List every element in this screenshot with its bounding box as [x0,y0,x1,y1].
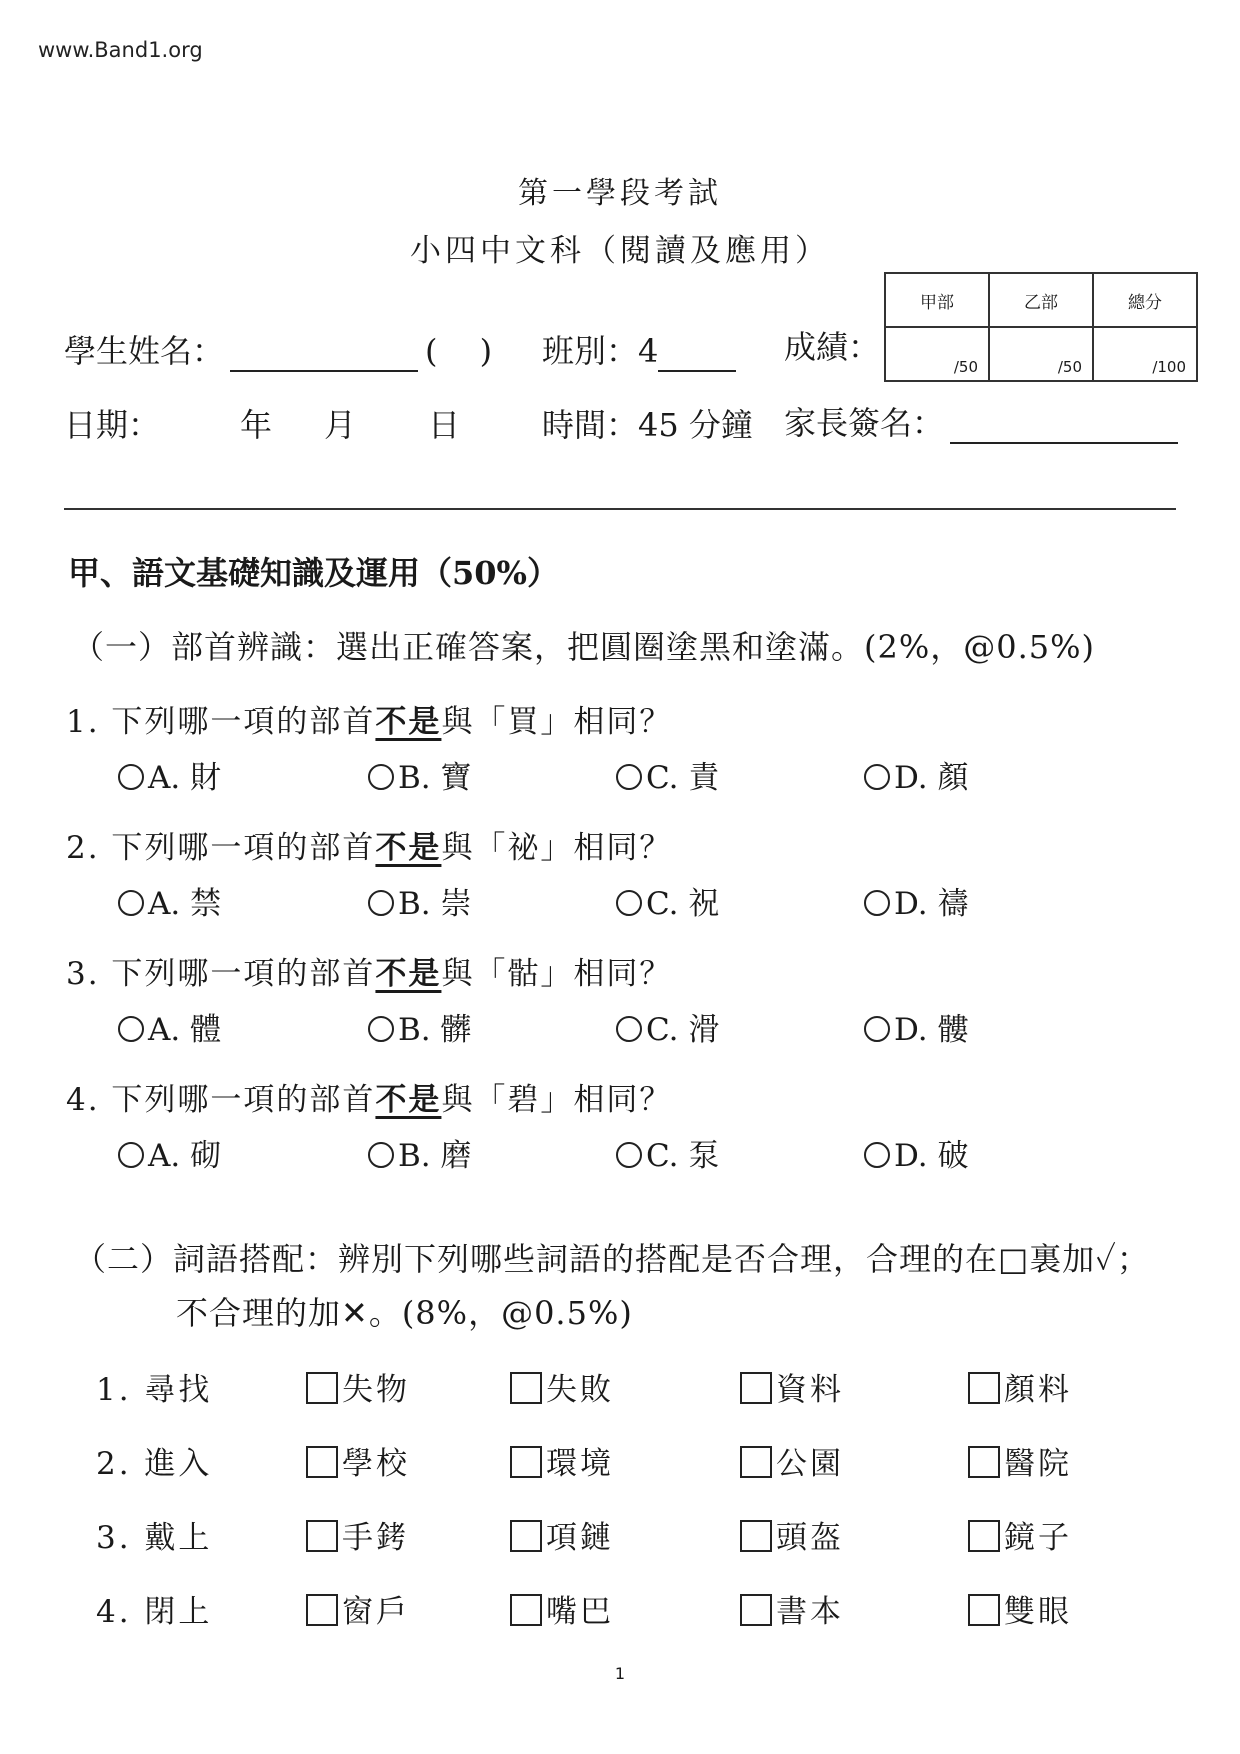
collocation-word: 醫院 [1004,1446,1072,1482]
collocation-item[interactable] [306,1586,410,1631]
q2-option-b[interactable] [368,878,472,923]
collocation-word: 項鏈 [546,1520,614,1556]
parent-signature-blank[interactable] [950,410,1178,444]
collocation-verb-4: 4. 閉上 [96,1594,213,1630]
question-2-prefix: 2. 下列哪一項的部首 [66,830,376,866]
question-3-suffix: 與「骷」相同？ [441,956,673,992]
q1-option-d[interactable] [864,752,968,797]
collocation-word: 手銬 [342,1520,410,1556]
option-label: B. 崇 [398,886,472,922]
checkbox-icon[interactable] [968,1520,1000,1552]
collocation-word: 頭盔 [776,1520,844,1556]
q4-option-d[interactable] [864,1130,968,1175]
option-label: D. 破 [894,1138,969,1174]
option-label: C. 泵 [646,1138,720,1174]
score-header-total: 總分 [1093,273,1197,327]
question-1-suffix: 與「買」相同？ [441,704,673,740]
collocation-word: 資料 [776,1372,844,1408]
option-label: A. 財 [148,760,222,796]
student-name-field [64,326,418,372]
q4-option-a[interactable] [118,1130,221,1175]
collocation-word: 顏料 [1004,1372,1072,1408]
option-label: D. 髏 [894,1012,969,1048]
q3-option-d[interactable] [864,1004,968,1049]
answer-circle-icon[interactable] [616,764,642,790]
q3-option-b[interactable] [368,1004,472,1049]
section-a-title: 甲、語文基礎知識及運用（50%） [68,554,559,592]
checkbox-icon[interactable] [740,1446,772,1478]
answer-circle-icon[interactable] [864,1142,890,1168]
page-number: 1 [614,1664,626,1683]
collocation-item[interactable] [510,1364,614,1409]
question-2-emphasis: 不是 [375,830,442,866]
option-label: B. 髒 [398,1012,472,1048]
site-url: www.Band1.org [38,38,203,62]
answer-circle-icon[interactable] [864,890,890,916]
score-table [884,272,1198,382]
class-number-paren: ( ) [425,332,493,370]
option-label: D. 顏 [894,760,969,796]
part2-instruction-line1: （二）詞語搭配：辨別下列哪些詞語的搭配是否合理，合理的在□裏加✓； [74,1240,1150,1278]
checkbox-icon[interactable] [740,1372,772,1404]
option-label: B. 磨 [398,1138,472,1174]
date-label: 日期： [64,406,161,444]
collocation-item[interactable] [306,1512,410,1557]
collocation-item[interactable] [968,1364,1072,1409]
question-4 [66,1074,672,1119]
collocation-item[interactable] [510,1586,614,1631]
q2-option-d[interactable] [864,878,968,923]
checkbox-icon[interactable] [306,1520,338,1552]
option-label: C. 滑 [646,1012,720,1048]
question-4-prefix: 4. 下列哪一項的部首 [66,1082,376,1118]
q2-option-a[interactable] [118,878,221,923]
checkbox-icon[interactable] [306,1372,338,1404]
question-2-suffix: 與「祕」相同？ [441,830,673,866]
q1-option-a[interactable] [118,752,221,797]
collocation-item[interactable] [740,1438,844,1483]
date-year: 年 [240,406,273,444]
date-day: 日 [428,406,461,444]
option-label: A. 砌 [148,1138,222,1174]
question-1-prefix: 1. 下列哪一項的部首 [66,704,376,740]
student-name-label: 學生姓名： [64,332,225,370]
collocation-item[interactable] [968,1438,1072,1483]
checkbox-icon[interactable] [968,1446,1000,1478]
class-label: 班別：4 [542,332,659,370]
collocation-item[interactable] [306,1364,410,1409]
option-label: A. 體 [148,1012,222,1048]
answer-circle-icon[interactable] [118,764,144,790]
option-label: C. 祝 [646,886,720,922]
checkbox-icon[interactable] [968,1372,1000,1404]
question-1-emphasis: 不是 [375,704,442,740]
collocation-word: 環境 [546,1446,614,1482]
q1-option-c[interactable] [616,752,719,797]
checkbox-icon[interactable] [510,1520,542,1552]
checkbox-icon[interactable] [510,1594,542,1626]
option-label: D. 禱 [894,886,969,922]
collocation-item[interactable] [740,1586,844,1631]
checkbox-icon[interactable] [968,1594,1000,1626]
collocation-word: 鏡子 [1004,1520,1072,1556]
checkbox-icon[interactable] [306,1594,338,1626]
answer-circle-icon[interactable] [864,764,890,790]
collocation-verb-2: 2. 進入 [96,1446,213,1482]
answer-circle-icon[interactable] [368,1016,394,1042]
question-3 [66,948,672,993]
q2-option-c[interactable] [616,878,719,923]
collocation-item[interactable] [968,1586,1072,1631]
exam-title: 第一學段考試 [518,176,722,211]
collocation-word: 失物 [342,1372,410,1408]
score-value-part-a[interactable]: /50 [885,327,989,381]
collocation-verb-1: 1. 尋找 [96,1372,213,1408]
question-1 [66,696,672,741]
question-3-prefix: 3. 下列哪一項的部首 [66,956,376,992]
checkbox-icon[interactable] [740,1520,772,1552]
class-blank[interactable] [658,338,736,372]
answer-circle-icon[interactable] [118,890,144,916]
part2-instruction-line2: 不合理的加✕。(8%，@0.5%) [176,1294,633,1332]
q4-option-b[interactable] [368,1130,472,1175]
collocation-word: 公園 [776,1446,844,1482]
collocation-item[interactable] [510,1438,614,1483]
date-month: 月 [324,406,357,444]
option-label: A. 禁 [148,886,222,922]
grade-label: 成績： [784,328,881,366]
collocation-word: 嘴巴 [546,1594,614,1630]
answer-circle-icon[interactable] [616,1142,642,1168]
collocation-verb-3: 3. 戴上 [96,1520,213,1556]
checkbox-icon[interactable] [740,1594,772,1626]
answer-circle-icon[interactable] [864,1016,890,1042]
answer-circle-icon[interactable] [368,764,394,790]
collocation-word: 雙眼 [1004,1594,1072,1630]
answer-circle-icon[interactable] [118,1016,144,1042]
q3-option-c[interactable] [616,1004,719,1049]
collocation-item[interactable] [510,1512,614,1557]
score-header-part-b: 乙部 [989,273,1093,327]
answer-circle-icon[interactable] [616,1016,642,1042]
score-value-total[interactable]: /100 [1093,327,1197,381]
collocation-word: 窗戶 [342,1594,410,1630]
answer-circle-icon[interactable] [118,1142,144,1168]
option-label: C. 責 [646,760,720,796]
student-name-blank[interactable] [230,338,418,372]
q3-option-a[interactable] [118,1004,221,1049]
q1-option-b[interactable] [368,752,472,797]
part1-instruction: （一）部首辨識：選出正確答案，把圓圈塗黑和塗滿。(2%，@0.5%) [72,628,1096,666]
collocation-word: 失敗 [546,1372,614,1408]
collocation-word: 書本 [776,1594,844,1630]
parent-signature-label: 家長簽名： [784,404,945,442]
collocation-item[interactable] [740,1364,844,1409]
exam-subtitle: 小四中文科（閱讀及應用） [410,233,830,269]
checkbox-icon[interactable] [306,1446,338,1478]
question-3-emphasis: 不是 [375,956,442,992]
collocation-item[interactable] [306,1438,410,1483]
time-label: 時間：45 分鐘 [542,406,753,444]
checkbox-icon[interactable] [510,1372,542,1404]
answer-circle-icon[interactable] [368,890,394,916]
collocation-word: 學校 [342,1446,410,1482]
answer-circle-icon[interactable] [368,1142,394,1168]
question-2 [66,822,672,867]
score-header-part-a: 甲部 [885,273,989,327]
collocation-item[interactable] [968,1512,1072,1557]
answer-circle-icon[interactable] [616,890,642,916]
q4-option-c[interactable] [616,1130,719,1175]
parent-signature-field [784,398,1178,444]
option-label: B. 寶 [398,760,472,796]
question-4-suffix: 與「碧」相同？ [441,1082,673,1118]
question-4-emphasis: 不是 [375,1082,442,1118]
collocation-item[interactable] [740,1512,844,1557]
score-value-part-b[interactable]: /50 [989,327,1093,381]
class-field [542,326,736,372]
checkbox-icon[interactable] [510,1446,542,1478]
header-divider [64,508,1176,510]
